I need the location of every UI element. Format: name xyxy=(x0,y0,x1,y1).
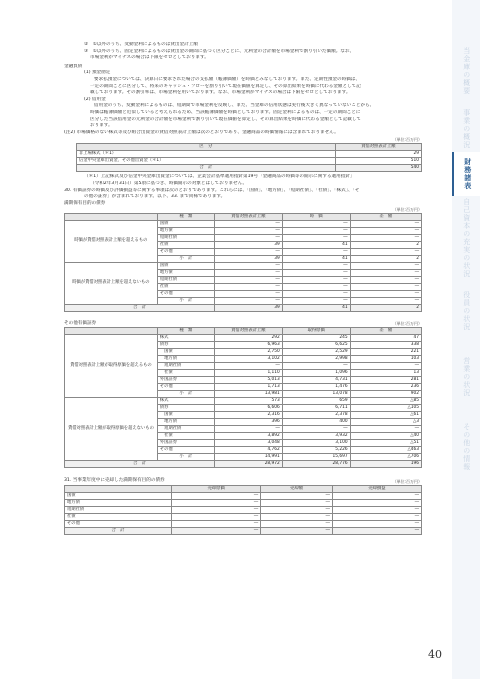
table-cell: 非上場株式（＊1） xyxy=(77,151,336,158)
table-cell: ― xyxy=(350,248,421,255)
table-total-row xyxy=(65,527,422,534)
table-cell: 地方債 xyxy=(157,356,214,363)
table-cell: ― xyxy=(261,492,333,499)
table-cell: ― xyxy=(214,234,282,241)
table-cell: ― xyxy=(172,527,261,534)
table-cell: ― xyxy=(282,227,350,234)
table-header: 区 分 xyxy=(77,144,336,151)
table-header xyxy=(65,213,158,220)
table-cell: 4,731 xyxy=(282,377,350,384)
table-cell: 1,110 xyxy=(214,370,282,377)
table-cell: 41 xyxy=(282,241,350,248)
table-cell: 地方債 xyxy=(65,499,172,506)
table-cell: ― xyxy=(172,506,261,513)
table-cell: 659 xyxy=(282,398,350,405)
table-row xyxy=(65,398,422,405)
table-cell: ― xyxy=(332,520,421,527)
table-cell: 6,606 xyxy=(214,405,282,412)
unit-label: （単位:百万円） xyxy=(392,478,422,484)
table-cell: 短期社債 xyxy=(157,363,214,370)
table-cell: ― xyxy=(214,426,282,433)
table-cell: ― xyxy=(350,234,421,241)
section-31-title: 31. 当事業年度中に売却した満期保有目的の債券 xyxy=(64,478,165,484)
table-cell: その他 xyxy=(157,447,214,454)
table-cell: 292 xyxy=(214,335,282,342)
table-cell: 2,750 xyxy=(214,349,282,356)
other-securities-table xyxy=(64,327,422,468)
tab-financial-statements[interactable]: 財務諸表 xyxy=(452,152,480,196)
table-cell: 13 xyxy=(350,370,421,377)
table-cell: 2 xyxy=(350,241,421,248)
table-cell: 3,932 xyxy=(282,433,350,440)
intro-line: 市場金利がマイナスの場合は下限をゼロとしております。 xyxy=(90,55,209,61)
table-cell: △40 xyxy=(350,433,421,440)
table-cell: 国債 xyxy=(157,220,214,227)
table-row xyxy=(65,220,422,227)
table-cell: 2,529 xyxy=(282,349,350,356)
table-cell: ― xyxy=(261,499,333,506)
table-cell: △85 xyxy=(350,398,421,405)
table-cell: その他 xyxy=(157,248,214,255)
section-heading: 金融負債 xyxy=(64,63,83,69)
tab-business[interactable]: 事業の概況 xyxy=(462,109,471,149)
table-cell: 社債 xyxy=(157,241,214,248)
table-cell: 合 計 xyxy=(65,304,215,311)
table-cell: 1,096 xyxy=(282,370,350,377)
table-cell: 400 xyxy=(282,419,350,426)
table-cell: 2 xyxy=(350,255,421,262)
row-group-label: 時価が貸借対照表計上額を超えるもの xyxy=(65,220,158,262)
table-cell: ― xyxy=(350,297,421,304)
table-cell: 国債 xyxy=(157,412,214,419)
table-header xyxy=(65,328,158,335)
table-cell: その他 xyxy=(65,520,172,527)
table-cell: 41 xyxy=(282,255,350,262)
table-cell: 2,316 xyxy=(214,412,282,419)
table-cell: ― xyxy=(282,269,350,276)
table-cell: ― xyxy=(332,513,421,520)
table-cell: ― xyxy=(172,492,261,499)
table-cell: 510 xyxy=(335,158,421,165)
table-cell: 47 xyxy=(350,335,421,342)
subsection-heading: (2) 借用金 xyxy=(84,96,106,102)
table-cell: 社債 xyxy=(65,513,172,520)
table-header: 種 類 xyxy=(157,328,214,335)
body-line: 一定の期間ごとに区分して、将来のキャッシュ・フローを割り引いて現在価値を算定し、その算出結果を時価に代わる金額として記 xyxy=(90,83,361,89)
table-row xyxy=(77,158,422,165)
table-cell: 3,048 xyxy=(214,440,282,447)
body-line: 時価は帳簿価額と近似していると考えられるため、当該帳簿価額を時価としております。固定金利によるものは、一定の期間ごとに xyxy=(90,109,361,115)
table-cell: 28,776 xyxy=(282,461,350,468)
table-cell: △3 xyxy=(350,419,421,426)
table-cell: 信金中央金庫出資金、その他出資金（＊1） xyxy=(77,158,336,165)
table-cell: 地方債 xyxy=(157,419,214,426)
table-cell: 外国証券 xyxy=(157,440,214,447)
table-cell: 396 xyxy=(214,419,282,426)
body-line: おります。 xyxy=(90,123,113,129)
table-cell: 573 xyxy=(214,398,282,405)
table-title: 満期保有目的の債券 xyxy=(64,200,106,206)
table-cell: 国債 xyxy=(157,349,214,356)
table-header xyxy=(65,485,172,492)
table-cell: ― xyxy=(214,262,282,269)
table-cell: ― xyxy=(350,283,421,290)
table-header: 種 類 xyxy=(157,213,214,220)
table-row xyxy=(65,499,422,506)
intro-line: ② ①以外のうち、変動金利によるものは貸出金計上額 xyxy=(84,42,198,47)
table-cell: ― xyxy=(214,227,282,234)
table-cell: ― xyxy=(282,363,350,370)
table-cell: 902 xyxy=(350,391,421,398)
table-cell: ― xyxy=(350,363,421,370)
table-cell: ― xyxy=(172,520,261,527)
table-cell: ― xyxy=(214,269,282,276)
unit-label: （単位:百万円） xyxy=(392,137,422,143)
table-cell: その他 xyxy=(157,290,214,297)
table-header: 貸借対照表計上額 xyxy=(335,144,421,151)
table-cell: 小 計 xyxy=(157,255,214,262)
table-cell: 株式 xyxy=(157,398,214,405)
section-30-line: の他の証券」が含まれております。以下、33. まで同様であります。 xyxy=(84,194,226,200)
unit-label: （単位:百万円） xyxy=(392,206,422,212)
table-cell: ― xyxy=(172,499,261,506)
table-cell: ― xyxy=(261,513,333,520)
table-header: 取得原価 xyxy=(282,328,350,335)
table-cell: ― xyxy=(214,297,282,304)
table-cell: 社債 xyxy=(157,433,214,440)
table-cell: ― xyxy=(214,290,282,297)
table-cell: 41 xyxy=(282,304,350,311)
body-line: 借用金のうち、変動金利によるものは、短期間で市場金利を反映し、また、当金庫の信用状態は実行後大きく異なっていないことから、 xyxy=(94,103,375,109)
tab-operations[interactable]: 営業の状況 xyxy=(462,357,471,397)
tab-capital[interactable]: 自己資本の充実の状況 xyxy=(462,198,471,278)
table-row xyxy=(65,520,422,527)
table-header: 売却原価 xyxy=(172,485,261,492)
table-cell: 2,998 xyxy=(282,356,350,363)
table-header: 差 額 xyxy=(350,328,421,335)
table-cell: 短期社債 xyxy=(157,276,214,283)
table-cell: ― xyxy=(350,269,421,276)
table-cell: 14,991 xyxy=(214,454,282,461)
table-cell: 15,697 xyxy=(282,454,350,461)
table-cell: ― xyxy=(214,276,282,283)
row-group-label: 貸借対照表計上額が取得原価を超えるもの xyxy=(65,335,158,398)
table-cell: 短期社債 xyxy=(65,506,172,513)
table-cell: 小 計 xyxy=(157,297,214,304)
table-cell: その他 xyxy=(157,384,214,391)
page-number: 40 xyxy=(428,648,442,661)
page-content xyxy=(64,42,422,535)
unlisted-stock-table xyxy=(76,143,422,172)
table-cell: ― xyxy=(282,426,350,433)
table-cell: △463 xyxy=(350,447,421,454)
table-total-row xyxy=(65,304,422,311)
table-row xyxy=(65,492,422,499)
table-header: 売却損益 xyxy=(332,485,421,492)
table-row xyxy=(65,335,422,342)
table-cell: 小 計 xyxy=(157,391,214,398)
table-cell: 236 xyxy=(350,384,421,391)
table-header: 貸借対照表計上額 xyxy=(214,328,282,335)
table-cell: 3,892 xyxy=(214,433,282,440)
section-tab-bar xyxy=(452,0,480,679)
table-cell: 4,762 xyxy=(214,447,282,454)
table-cell: 債券 xyxy=(157,342,214,349)
footnote-line: （＊1）上記株式及び信金中央金庫出資金については、企業会計基準適用指針第19号「金融商品の時価等の開示に関する適用指針」 xyxy=(84,174,355,180)
subsection-heading: (1) 預金勘定 xyxy=(84,70,111,76)
table-cell: 1,476 xyxy=(282,384,350,391)
table-row xyxy=(65,513,422,520)
table-cell: ― xyxy=(350,227,421,234)
table-cell: ― xyxy=(350,290,421,297)
body-line: 載しております。その割引率は、市場金利を用いております。なお、市場金利がマイナスの場合は下限をゼロとしております。 xyxy=(90,90,351,96)
table-cell: 13,981 xyxy=(214,391,282,398)
table-cell: 13,078 xyxy=(282,391,350,398)
table-cell: 外国証券 xyxy=(157,377,214,384)
intro-line: ③ ①以外のうち、固定金利によるものは貸出金の期間に基づく区分ごとに、元利金の合計額を市場金利で割り引いた価額。なお、 xyxy=(84,48,355,54)
table-cell: ― xyxy=(282,248,350,255)
table-cell: ― xyxy=(350,262,421,269)
table-cell: 281 xyxy=(350,377,421,384)
footnote-line: （令和2年3月31日）第5項に基づき、時価開示の対象とはしておりません。 xyxy=(90,180,248,186)
table-cell: ― xyxy=(282,262,350,269)
table-cell: 1,713 xyxy=(214,384,282,391)
body-line: 区分した当該借用金の元利金の合計額を市場金利で割り引いて現在価値を算定し、その算出結果を時価に代わる金額として記載して xyxy=(90,116,362,122)
table-cell: 社債 xyxy=(157,370,214,377)
table-cell: ― xyxy=(282,290,350,297)
table-cell: 合 計 xyxy=(65,527,172,534)
table-cell: ― xyxy=(282,283,350,290)
table-cell: ― xyxy=(282,234,350,241)
table-header: 差 額 xyxy=(350,213,421,220)
row-group-label: 貸借対照表計上額が取得原価を超えないもの xyxy=(65,398,158,461)
table-header: 時 価 xyxy=(282,213,350,220)
table-cell: 6,711 xyxy=(282,405,350,412)
table-cell: ― xyxy=(350,426,421,433)
table-cell: ― xyxy=(282,297,350,304)
table-cell: 合 計 xyxy=(65,461,215,468)
table-cell: 196 xyxy=(350,461,421,468)
row-group-label: 時価が貸借対照表計上額を超えないもの xyxy=(65,262,158,304)
tab-officers[interactable]: 役員の状況 xyxy=(462,291,471,331)
table-cell: 5,226 xyxy=(282,447,350,454)
table-cell: 338 xyxy=(350,342,421,349)
table-cell: 103 xyxy=(350,356,421,363)
table-cell: 39 xyxy=(214,255,282,262)
table-title: その他有価証券 xyxy=(64,320,97,326)
table-cell: 6,963 xyxy=(214,342,282,349)
table-cell: 社債 xyxy=(157,283,214,290)
table-cell: 3,102 xyxy=(214,356,282,363)
table-header: 売却額 xyxy=(261,485,333,492)
table-cell: ― xyxy=(350,276,421,283)
table-cell: 2 xyxy=(350,304,421,311)
table-cell: ― xyxy=(214,283,282,290)
table-cell: ― xyxy=(261,527,333,534)
note-line: (注2) 市場価格のない株式等及び組合出資金の貸借対照表計上額は次のとおりであり、金融商品の時価情報には含まれておりません。 xyxy=(64,129,339,135)
table-cell: 39 xyxy=(214,304,282,311)
table-cell: ― xyxy=(332,506,421,513)
table-cell: ― xyxy=(214,248,282,255)
table-cell: ― xyxy=(172,513,261,520)
table-cell: 540 xyxy=(335,165,421,172)
table-cell: 29 xyxy=(335,151,421,158)
table-cell: 国債 xyxy=(157,262,214,269)
table-cell: ― xyxy=(350,220,421,227)
body-line: 要求払預金については、決算日に要求された場合の支払額（帳簿価額）を時価とみなしております。また、定期性預金の時価は、 xyxy=(94,76,360,82)
sold-htm-table xyxy=(64,485,422,535)
table-cell: △51 xyxy=(350,440,421,447)
table-total-row xyxy=(65,461,422,468)
table-cell: ― xyxy=(332,499,421,506)
table-cell: 39 xyxy=(214,241,282,248)
table-cell: 地方債 xyxy=(157,269,214,276)
table-header: 貸借対照表計上額 xyxy=(214,213,282,220)
table-row xyxy=(77,151,422,158)
table-cell: 国債 xyxy=(65,492,172,499)
table-cell: 小 計 xyxy=(157,454,214,461)
table-cell: 株式 xyxy=(157,335,214,342)
table-cell: 合 計 xyxy=(77,165,336,172)
table-row xyxy=(65,506,422,513)
table-cell: 3,100 xyxy=(282,440,350,447)
table-cell: ― xyxy=(261,506,333,513)
table-row xyxy=(65,262,422,269)
table-cell: 6,625 xyxy=(282,342,350,349)
table-cell: 債券 xyxy=(157,405,214,412)
table-cell: 短期社債 xyxy=(157,234,214,241)
table-cell: 245 xyxy=(282,335,350,342)
table-cell: ― xyxy=(332,492,421,499)
table-cell: △105 xyxy=(350,405,421,412)
table-cell: ― xyxy=(214,220,282,227)
table-cell: 地方債 xyxy=(157,227,214,234)
held-to-maturity-table xyxy=(64,213,422,312)
table-cell: 221 xyxy=(350,349,421,356)
section-30-line: 30. 有価証券の時価及び評価損益等に関する事項は次のとおりであります。これらには、「国債」、「地方債」、「短期社債」、「社債」、「株式」、「そ xyxy=(64,187,360,193)
table-cell: ― xyxy=(332,527,421,534)
table-cell: 短期社債 xyxy=(157,426,214,433)
table-cell: ― xyxy=(282,276,350,283)
tab-overview[interactable]: 当金庫の概要 xyxy=(462,47,471,95)
table-cell: ― xyxy=(214,363,282,370)
table-total-row xyxy=(77,165,422,172)
table-cell: ― xyxy=(282,220,350,227)
unit-label: （単位:百万円） xyxy=(392,321,422,327)
table-cell: ― xyxy=(261,520,333,527)
table-cell: △706 xyxy=(350,454,421,461)
table-cell: △61 xyxy=(350,412,421,419)
table-cell: 2,378 xyxy=(282,412,350,419)
table-cell: 5,013 xyxy=(214,377,282,384)
table-cell: 28,972 xyxy=(214,461,282,468)
tab-other-info[interactable]: その他の情報 xyxy=(462,423,471,471)
